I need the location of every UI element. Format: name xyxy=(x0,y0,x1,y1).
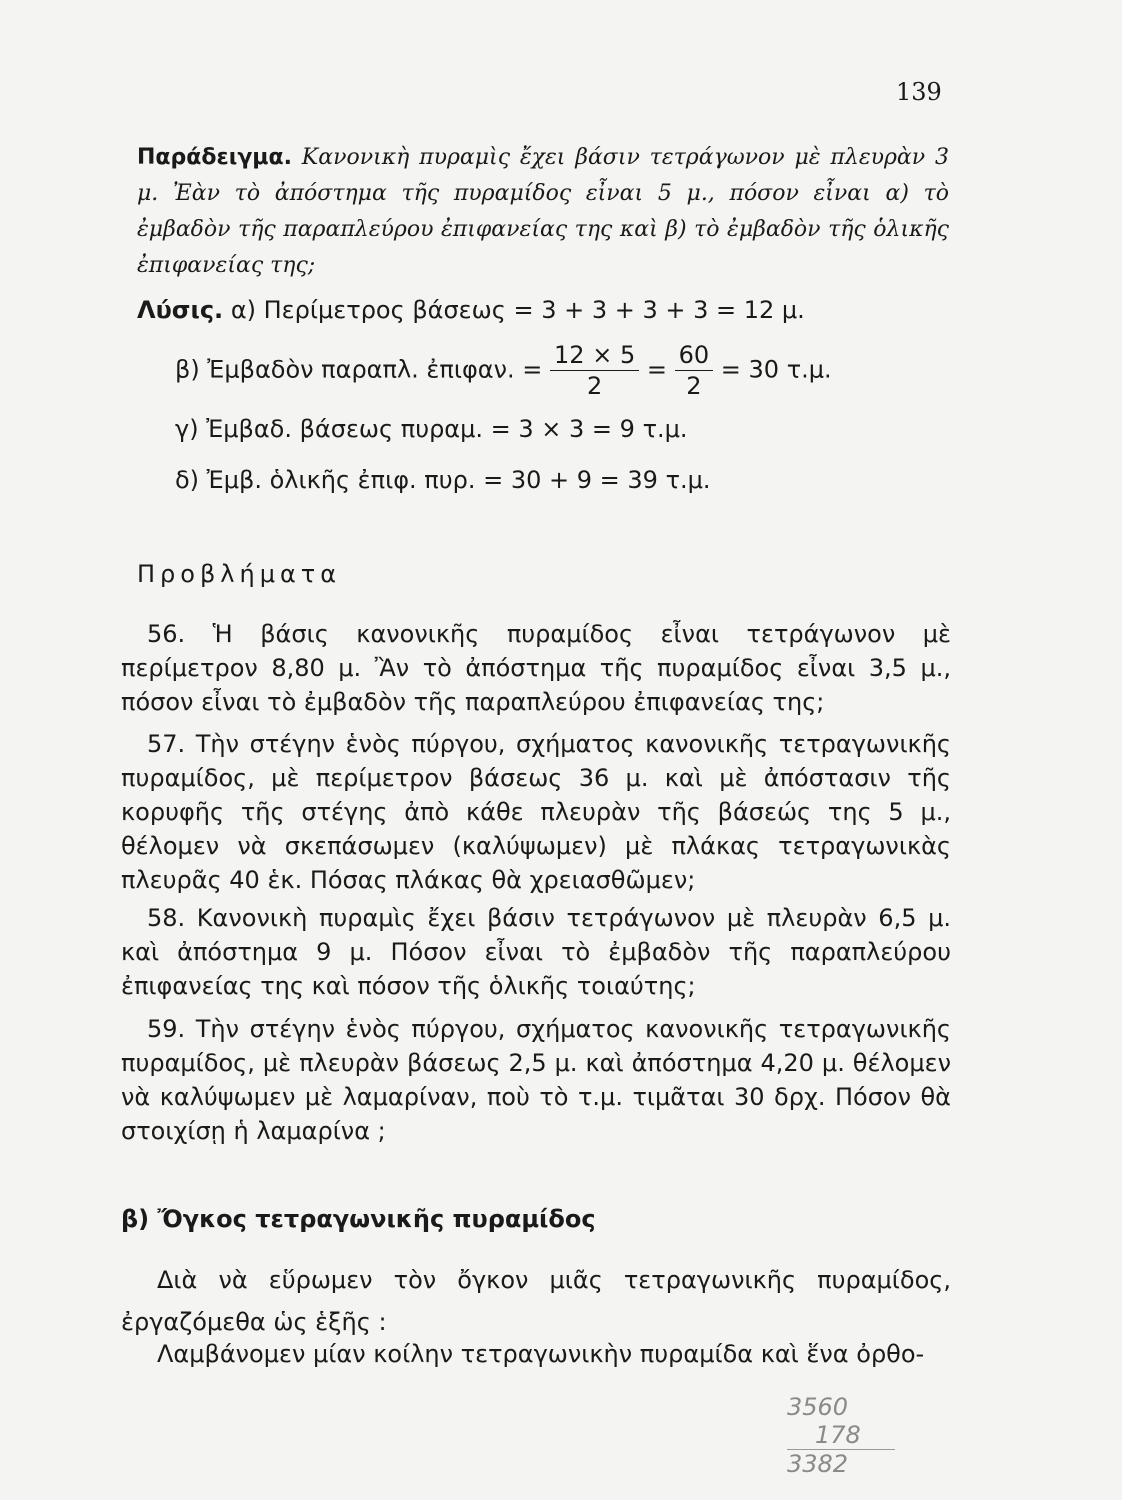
pencil-note-line-1: 3560 xyxy=(787,1393,849,1421)
example-text: Κανονικὴ πυραμὶς ἔχει βάσιν τετράγωνον μὲ πλευρὰν 3 μ. Ἐὰν τὸ ἀπόστημα τῆς πυραμίδος εἶναι 5 μ., πόσον εἶναι α) τὸ ἐμβαδὸν τῆς παραπλεύρου ἐπιφανείας της καὶ β) τὸ ἐμβαδὸν τῆς ὁλικῆς ἐπιφανείας της; xyxy=(137,145,949,278)
pencil-note xyxy=(787,1393,895,1478)
pencil-note-line-3: 3382 xyxy=(787,1450,849,1478)
paragraph-2: Λαμβάνομεν μίαν κοίλην τετραγωνικὴν πυραμίδα καὶ ἕνα ὀρθο- xyxy=(157,1340,925,1368)
problem-59: 59. Τὴν στέγην ἑνὸς πύργου, σχήματος κανονικῆς τετραγωνικῆς πυραμίδος, μὲ πλευρὰν βάσεως 2,5 μ. καὶ ἀπόστημα 4,20 μ. θέλομεν νὰ καλύψωμεν μὲ λαμαρίναν, ποὺ τὸ τ.μ. τιμᾶται 30 δρχ. Πόσον θὰ στοιχίσῃ ἡ λαμαρίνα ; xyxy=(121,1015,951,1145)
fraction-1 xyxy=(550,340,639,401)
problems-title: Προβλήματα xyxy=(137,560,342,588)
paragraph-1: Διὰ νὰ εὕρωμεν τὸν ὄγκον μιᾶς τετραγωνικῆς πυραμίδος, ἐργαζόμεθα ὡς ἑξῆς : xyxy=(121,1266,951,1336)
solution-text-a: α) Περίμετρος βάσεως = 3 + 3 + 3 + 3 = 12 μ. xyxy=(230,296,805,324)
example-lead: Παράδειγμα. xyxy=(137,145,292,170)
page-number: 139 xyxy=(896,78,942,106)
problem-56: 56. Ἡ βάσις κανονικῆς πυραμίδος εἶναι τετράγωνον μὲ περίμετρον 8,80 μ. Ἂν τὸ ἀπόστημα τῆς πυραμίδος εἶναι 3,5 μ., πόσον εἶναι τὸ ἐμβαδὸν τῆς παραπλεύρου ἐπιφανείας της; xyxy=(121,620,951,716)
fraction-1-denominator: 2 xyxy=(586,372,603,400)
example-block xyxy=(137,140,949,284)
equals-sign: = xyxy=(646,355,667,384)
solution-line-d: δ) Ἐμβ. ὁλικῆς ἐπιφ. πυρ. = 30 + 9 = 39 τ.μ. xyxy=(175,466,711,494)
fraction-2 xyxy=(675,340,714,401)
fraction-2-denominator: 2 xyxy=(686,372,702,400)
problem-58: 58. Κανονικὴ πυραμὶς ἔχει βάσιν τετράγωνον μὲ πλευρὰν 6,5 μ. καὶ ἀπόστημα 9 μ. Πόσον εἶναι τὸ ἐμβαδὸν τῆς παραπλεύρου ἐπιφανείας της καὶ πόσον τῆς ὁλικῆς τοιαύτης; xyxy=(121,904,951,1000)
section-subheading: β) Ὄγκος τετραγωνικῆς πυραμίδος xyxy=(121,1205,596,1233)
fraction-1-numerator: 12 × 5 xyxy=(550,340,639,371)
solution-lead: Λύσις. xyxy=(137,296,224,324)
fraction-2-numerator: 60 xyxy=(675,340,714,371)
solution-line-a xyxy=(137,296,805,324)
solution-result-b: = 30 τ.μ. xyxy=(720,355,832,384)
solution-text-b: β) Ἐμβαδὸν παραπλ. ἐπιφαν. = xyxy=(175,355,543,384)
solution-line-b xyxy=(175,340,832,401)
pencil-note-line-2: 178 xyxy=(787,1421,895,1450)
problem-57: 57. Τὴν στέγην ἑνὸς πύργου, σχήματος κανονικῆς τετραγωνικῆς πυραμίδος, μὲ περίμετρον βάσεως 36 μ. καὶ μὲ ἀπόστασιν τῆς κορυφῆς τῆς στέγης ἀπὸ κάθε πλευρὰν τῆς βάσεώς της 5 μ., θέλομεν νὰ σκεπάσωμεν (καλύψωμεν) μὲ πλάκας τετραγωνικὰς πλευρᾶς 40 ἑκ. Πόσας πλάκας θὰ χρειασθῶμεν; xyxy=(121,730,951,894)
solution-line-c: γ) Ἐμβαδ. βάσεως πυραμ. = 3 × 3 = 9 τ.μ. xyxy=(175,415,688,443)
